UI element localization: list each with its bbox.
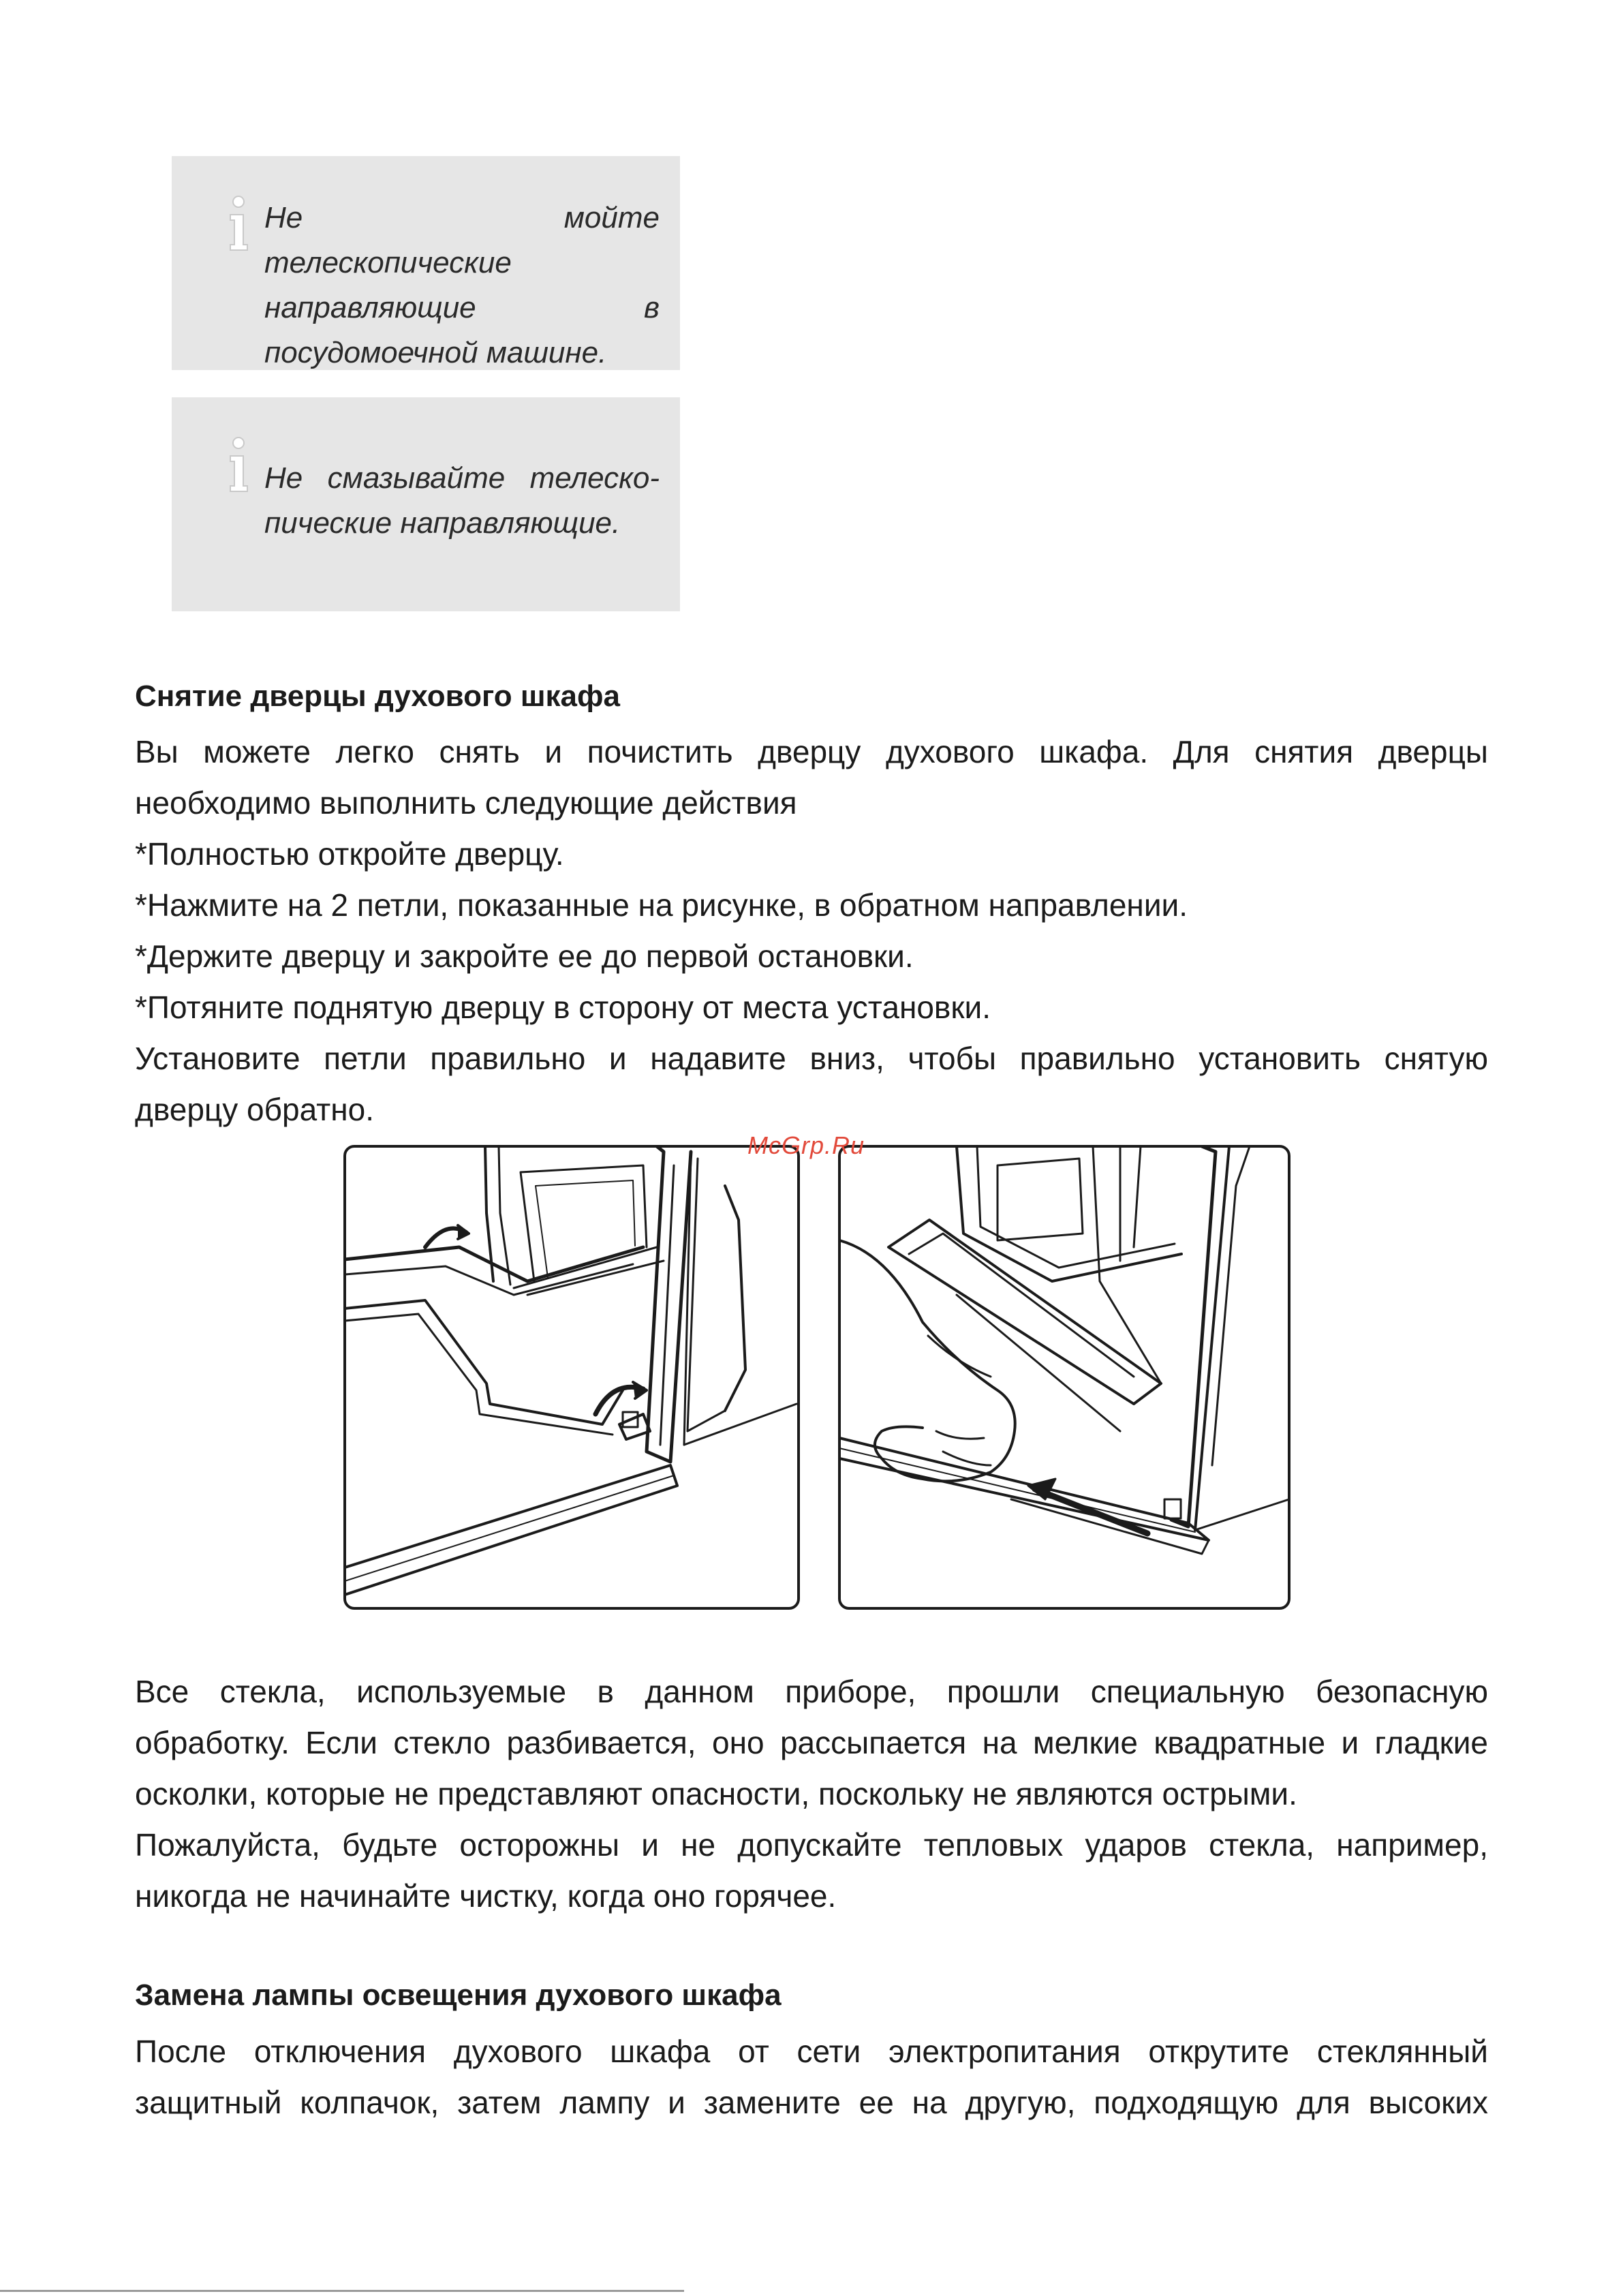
step-item: *Потяните поднятую дверцу в сторону от места установки. [135, 990, 991, 1025]
note-text [264, 196, 660, 376]
glass-safety-text [135, 1666, 1488, 1922]
note-box-lubricate [172, 397, 680, 611]
note-line: посудомоечной машине. [264, 336, 607, 369]
note-line: Не мойте телескопические [264, 201, 660, 279]
door-removal-instructions [135, 726, 1488, 1135]
text-line: Вы можете легко снять и почистить дверцу духового шкафа. Для снятия дверцы [135, 734, 1488, 769]
info-icon [225, 196, 252, 253]
text-line: дверцу обратно. [135, 1092, 374, 1127]
footer-divider [0, 2290, 684, 2292]
lamp-replacement-instructions [135, 2026, 1488, 2128]
note-line: направляющие в [264, 291, 660, 324]
text-line: Все стекла, используемые в данном приборе, прошли специальную безопасную [135, 1674, 1488, 1709]
watermark: McGrp.Ru [747, 1131, 865, 1159]
step-item: *Полностью откройте дверцу. [135, 836, 564, 872]
note-line: Не смазывайте телеско- [264, 461, 660, 495]
note-text [264, 456, 660, 546]
text-line: необходимо выполнить следующие действия [135, 785, 797, 821]
note-box-dishwasher [172, 156, 680, 370]
note-line: пические направляющие. [264, 506, 621, 540]
text-line: После отключения духового шкафа от сети электропитания открутите стеклянный [135, 2034, 1488, 2069]
step-item: *Держите дверцу и закройте ее до первой остановки. [135, 938, 914, 974]
door-removal-illustration [343, 1145, 1290, 1611]
hinge-release-panel [345, 1146, 799, 1608]
text-line: Установите петли правильно и надавите вниз, чтобы правильно установить снятую [135, 1041, 1488, 1076]
section-title-door-removal: Снятие дверцы духового шкафа [135, 679, 620, 713]
door-pulling-panel [839, 1146, 1289, 1608]
text-line: никогда не начинайте чистку, когда оно горячее. [135, 1878, 837, 1914]
info-icon [225, 437, 252, 494]
text-line: Пожалуйста, будьте осторожны и не допускайте тепловых ударов стекла, например, [135, 1827, 1488, 1863]
text-line: осколки, которые не представляют опасности, поскольку не являются острыми. [135, 1776, 1297, 1811]
text-line: обработку. Если стекло разбивается, оно рассыпается на мелкие квадратные и гладкие [135, 1725, 1488, 1760]
step-item: *Нажмите на 2 петли, показанные на рисунке, в обратном направлении. [135, 887, 1188, 923]
text-line: защитный колпачок, затем лампу и замените ее на другую, подходящую для высоких [135, 2085, 1488, 2120]
section-title-lamp-replacement: Замена лампы освещения духового шкафа [135, 1978, 782, 2012]
